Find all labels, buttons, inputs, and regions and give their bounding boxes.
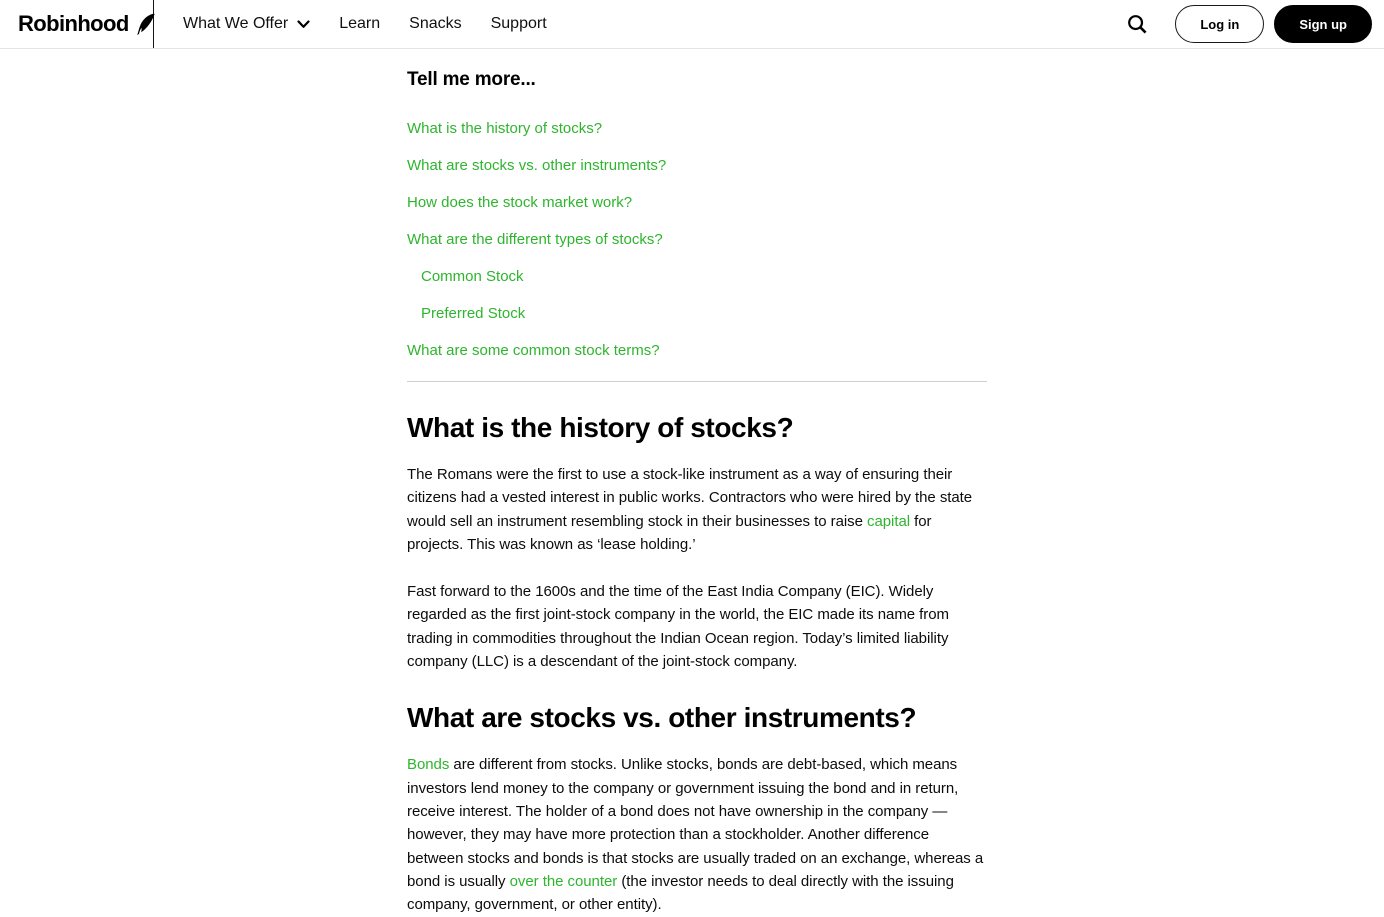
signup-button[interactable]: Sign up xyxy=(1274,5,1372,43)
paragraph-text: are different from stocks. Unlike stocks, bonds are debt-based, which means investors lend money to the company or government issuing the bond and in return, receive interest. The holder of a bond does not have ownership in the company — however, they may have more protection than a stockholder. Another difference between stocks and bonds is that stocks are usually traded on an exchange, whereas a bond is usually xyxy=(407,756,984,890)
toc-title: Tell me more... xyxy=(407,69,536,90)
nav-item-label: Snacks xyxy=(409,15,462,32)
inline-link[interactable]: Bonds xyxy=(407,756,450,774)
toc-link[interactable]: Preferred Stock xyxy=(421,305,526,322)
paragraph-text: for projects. This was known as ‘lease holding.’ xyxy=(407,512,932,553)
header-actions xyxy=(1127,0,1372,48)
nav-item-what-we-offer[interactable] xyxy=(183,15,310,33)
article-sections xyxy=(407,411,987,916)
toc-link[interactable]: What are the different types of stocks? xyxy=(407,231,663,248)
paragraph-text: The Romans were the first to use a stock-like instrument as a way of ensuring their citizens had a vested interest in public works. Contractors who were hired by the state would sell an instrument resembling stock in their businesses to raise xyxy=(407,466,973,530)
paragraph xyxy=(407,580,987,673)
toc-link[interactable]: What are stocks vs. other instruments? xyxy=(407,157,667,174)
toc-link-list xyxy=(407,121,987,359)
section-divider xyxy=(407,381,987,382)
section-heading: What are stocks vs. other instruments? xyxy=(407,702,917,734)
main-nav xyxy=(183,0,547,48)
paragraph-text: (the investor needs to deal directly with the issuing company, government, or other entity). xyxy=(407,872,954,914)
search-icon[interactable] xyxy=(1127,14,1147,34)
feather-logo-icon xyxy=(135,13,156,36)
toc-link[interactable]: Common Stock xyxy=(421,268,524,285)
toc-link[interactable]: What is the history of stocks? xyxy=(407,120,603,137)
section-heading: What is the history of stocks? xyxy=(407,412,794,443)
inline-link[interactable]: capital xyxy=(867,512,911,530)
paragraph xyxy=(407,463,987,556)
nav-item-snacks[interactable] xyxy=(409,15,461,33)
nav-item-label: Support xyxy=(490,15,547,32)
logo-wordmark: Robinhood xyxy=(18,11,129,36)
nav-item-label: What We Offer xyxy=(183,15,289,32)
paragraph-text: Fast forward to the 1600s and the time of the East India Company (EIC). Widely regarded as the first joint-stock company in the world, the EIC made its name from trading in commodities throughout the Indian Ocean region. Today’s limited liability company (LLC) is a descendant of the joint-stock company. xyxy=(407,583,949,671)
toc-link[interactable]: How does the stock market work? xyxy=(407,194,633,211)
robinhood-logo[interactable] xyxy=(0,0,154,48)
login-button[interactable]: Log in xyxy=(1175,5,1264,43)
toc-link[interactable]: What are some common stock terms? xyxy=(407,342,660,359)
article-content xyxy=(407,49,987,916)
paragraph xyxy=(407,753,987,916)
nav-item-support[interactable] xyxy=(491,15,547,33)
top-nav-bar xyxy=(0,0,1384,49)
nav-item-learn[interactable] xyxy=(339,15,380,33)
inline-link[interactable]: over the counter xyxy=(509,872,618,890)
chevron-down-icon xyxy=(297,20,310,29)
nav-item-label: Learn xyxy=(339,15,381,32)
